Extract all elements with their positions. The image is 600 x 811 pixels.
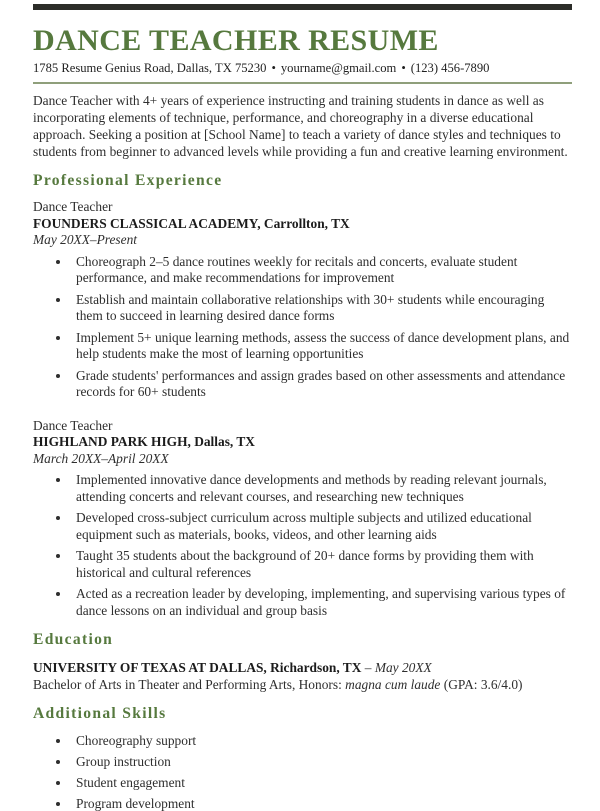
- section-education: [33, 630, 572, 693]
- education-gpa: (GPA: 3.6/4.0): [443, 677, 523, 692]
- experience-section-heading: Professional Experience: [33, 172, 223, 189]
- job-title: Dance Teacher: [33, 199, 113, 214]
- job-bullet: • Acted as a recreation leader by developing, implementing, and supervising various types of dance lessons on an individual and group basis: [71, 586, 572, 619]
- job-bullet: • Establish and maintain collaborative relationships with 30+ students while encouraging them to succeed in learning desired dance forms: [71, 292, 572, 325]
- skill-item: • Program development: [71, 796, 572, 811]
- contact-separator: •: [271, 61, 276, 75]
- job-bullet: • Developed cross-subject curriculum across multiple subjects and utilized educational equipment such as materials, books, videos, and other learning aids: [71, 510, 572, 543]
- education-date: May 20XX: [374, 660, 432, 675]
- resume-title: DANCE TEACHER RESUME: [33, 24, 439, 57]
- skills-section-heading: Additional Skills: [33, 705, 167, 722]
- job-employer: HIGHLAND PARK HIGH, Dallas, TX: [33, 434, 255, 449]
- job-employer: FOUNDERS CLASSICAL ACADEMY, Carrollton, TX: [33, 215, 350, 231]
- job-heading: [33, 418, 572, 468]
- section-additional-skills: [33, 704, 572, 811]
- contact-phone: (123) 456-7890: [410, 61, 490, 75]
- job-bullet: • Taught 35 students about the background of 20+ dance forms by providing them with historical and cultural references: [71, 548, 572, 581]
- job-bullet: • Implemented innovative dance developments and methods by reading relevant journals, attending concerts and relevant courses, and researching new techniques: [71, 472, 572, 505]
- skill-item: • Group instruction: [71, 754, 572, 769]
- job-bullet: • Implement 5+ unique learning methods, assess the success of dance development plans, and help students make the most of learning opportunities: [71, 330, 572, 363]
- education-degree: Bachelor of Arts in Theater and Performing Arts, Honors:: [33, 677, 342, 692]
- top-accent-bar: [33, 4, 572, 10]
- job-dates: May 20XX–Present: [33, 232, 137, 247]
- job-bullet-list: [33, 254, 572, 401]
- job-heading: [33, 199, 572, 249]
- education-honors: magna cum laude: [345, 677, 441, 692]
- skill-item: • Choreography support: [71, 733, 572, 748]
- section-professional-experience: [33, 171, 572, 619]
- resume-header: [33, 24, 572, 76]
- contact-address: 1785 Resume Genius Road, Dallas, TX 75230: [33, 61, 267, 75]
- job-dates: March 20XX–April 20XX: [33, 450, 169, 466]
- education-dash: –: [364, 660, 372, 675]
- job-bullet: • Choreograph 2–5 dance routines weekly for recitals and concerts, evaluate student performance, and make recommendations for improvement: [71, 254, 572, 287]
- contact-separator: •: [401, 61, 406, 75]
- contact-line: [33, 60, 572, 76]
- education-school-line: [33, 659, 572, 676]
- education-school: UNIVERSITY OF TEXAS AT DALLAS, Richardson, TX: [33, 660, 362, 675]
- job-title: Dance Teacher: [33, 417, 113, 433]
- summary-paragraph: Dance Teacher with 4+ years of experience instructing and training students in dance as well as incorporating elements of technique, performance, and choreography in a diverse educational approach. Seeking a position at [School Name] to teach a variety of dance styles and techniques to students from beginner to advanced levels while providing a fun and creative learning environment.: [33, 93, 568, 159]
- education-section-heading: Education: [33, 631, 114, 648]
- job-bullet: • Grade students' performances and assign grades based on other assessments and attendance records for 60+ students: [71, 368, 572, 401]
- skill-item: • Student engagement: [71, 775, 572, 790]
- contact-email: yourname@gmail.com: [280, 61, 397, 75]
- job-bullet-list: [33, 472, 572, 619]
- education-degree-line: [33, 676, 572, 693]
- skills-list: [33, 733, 572, 811]
- header-divider-rule: [33, 82, 572, 84]
